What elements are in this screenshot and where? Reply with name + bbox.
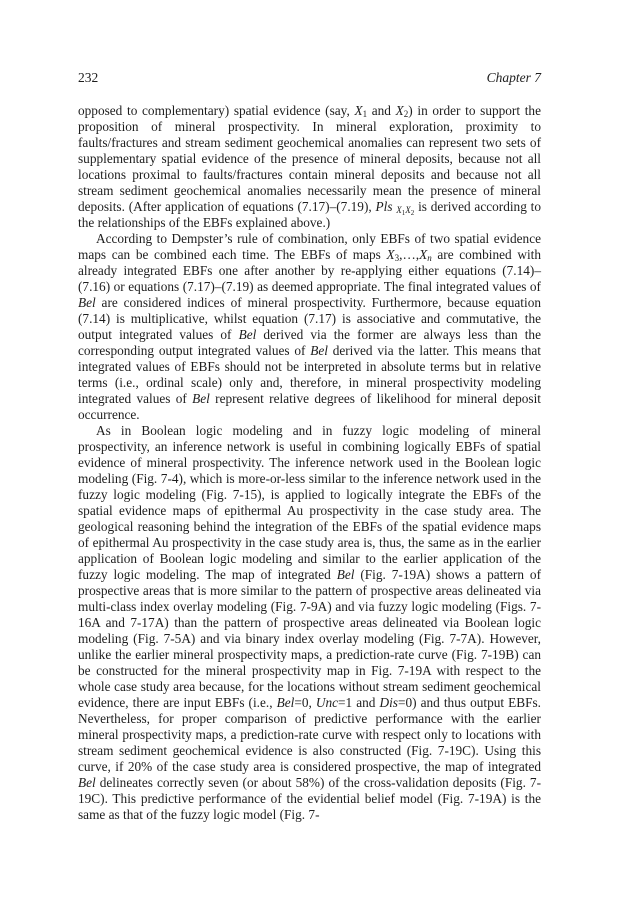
text-run: is derived according to the relationships of the EBFs explained above.) [78, 199, 541, 230]
text-run: X [419, 247, 428, 262]
text-run: Dis [379, 695, 398, 710]
text-run: derived via the former are always less than the corresponding output integrated values of [78, 327, 541, 358]
text-run: Bel [78, 775, 96, 790]
text-run: =1 and [338, 695, 380, 710]
text-run: Bel [276, 695, 295, 710]
text-run: Unc [315, 695, 339, 710]
text-run: X [396, 205, 402, 215]
text-run: and [367, 103, 396, 118]
text-run: 3 [394, 253, 400, 263]
text-run: Bel [238, 327, 257, 342]
text-run: X [405, 205, 411, 215]
text-run: n [427, 253, 432, 263]
text-run: 2 [403, 109, 409, 119]
text-run: Bel [192, 391, 210, 406]
text-run: Bel [336, 567, 355, 582]
text-run: 2 [410, 209, 415, 217]
text-run: are combined with already integrated EBFs one after another by re-applying either equations (7.14)–(7.16) or equations (7.17)–(7.19) as deemed appropriate. The final integrated values of [78, 247, 541, 294]
text-run: 1 [401, 209, 406, 217]
page-number: 232 [78, 70, 99, 85]
paragraph-1 [78, 103, 541, 231]
text-run: are considered indices of mineral prospectivity. Furthermore, because equation (7.14) is multiplicative, whilst equation (7.17) is associative and commutative, the output integrated values of [78, 295, 541, 342]
text-run: ,…, [399, 247, 420, 262]
text-run: X [386, 247, 395, 262]
text-run: opposed to complementary) spatial evidence (say, [78, 103, 355, 118]
text-run: X [395, 103, 404, 118]
text-run: =0, [294, 695, 316, 710]
text-run: As in Boolean logic modeling and in fuzzy logic modeling of mineral prospectivity, an inference network is useful in combining logically EBFs of spatial evidence of mineral prospectivity. The inference network used in the Boolean logic modeling (Fig. 7-4), which is more-or-less similar to the inference network used in the fuzzy logic modeling (Fig. 7-15), is applied to logically integrate the EBFs of the spatial evidence maps of epithermal Au prospectivity in the case study area. The geological reasoning behind the integration of the EBFs of the spatial evidence maps of epithermal Au prospectivity in the case study area is, thus, the same as in the earlier application of Boolean logic modeling and similar to the earlier application of the fuzzy logic modeling. The map of integrated [78, 423, 541, 582]
text-run: X [354, 103, 363, 118]
paragraph-2 [78, 231, 541, 423]
text-run: ) in order to support the proposition of mineral prospectivity. In mineral exploration, proximity to faults/fractures and stream sediment geochemical anomalies can represent two sets of supplementary spatial evidence of the presence of mineral deposits, because not all locations proximal to faults/fractures contain mineral deposits and because not all stream sediment geochemical anomalies necessarily mean the presence of mineral deposits. (After application of equations (7.17)–(7.19), [78, 103, 541, 214]
text-run: =0) and thus output EBFs. Nevertheless, for proper comparison of predictive performance with the earlier mineral prospectivity maps, a prediction-rate curve with respect only to locations with stream sediment geochemical evidence is also constructed (Fig. 7-19C). Using this curve, if 20% of the case study area is considered prospective, the map of integrated [78, 695, 542, 774]
page-header [78, 70, 541, 86]
chapter-title: Chapter 7 [486, 70, 541, 85]
page-body [78, 103, 541, 823]
text-run: delineates correctly seven (or about 58%) of the cross-validation deposits (Fig. 7-19C). This predictive performance of the evidential belief model (Fig. 7-19A) is the same as that of the fuzzy logic model (Fig. 7- [78, 775, 541, 822]
text-run: Bel [78, 295, 96, 310]
paragraph-3 [78, 423, 541, 823]
text-run: Pls [375, 199, 393, 214]
text-run: represent relative degrees of likelihood for mineral deposit occurrence. [78, 391, 541, 422]
text-run: (Fig. 7-19A) shows a pattern of prospective areas that is more similar to the pattern of prospective areas delineated via multi-class index overlay modeling (Fig. 7-9A) and via fuzzy logic modeling (Figs. 7-16A and 7-17A) than the pattern of prospective areas delineated via Boolean logic modeling (Fig. 7-5A) and via binary index overlay modeling (Fig. 7-7A). However, unlike the earlier mineral prospectivity maps, a prediction-rate curve (Fig. 7-19B) can be constructed for the mineral prospectivity map in Fig. 7-19A with respect to the whole case study area because, for the locations without stream sediment geochemical evidence, there are input EBFs (i.e., [78, 567, 542, 710]
text-run: According to Dempster’s rule of combination, only EBFs of two spatial evidence maps can be combined each time. The EBFs of maps [78, 231, 541, 262]
text-run: 1 [362, 109, 368, 119]
text-run: derived via the latter. This means that integrated values of EBFs should not be interpreted in absolute terms but in relative terms (i.e., ordinal scale) only and, therefore, in mineral prospectivity modeling integrated values of [78, 343, 541, 406]
text-run: Bel [310, 343, 328, 358]
